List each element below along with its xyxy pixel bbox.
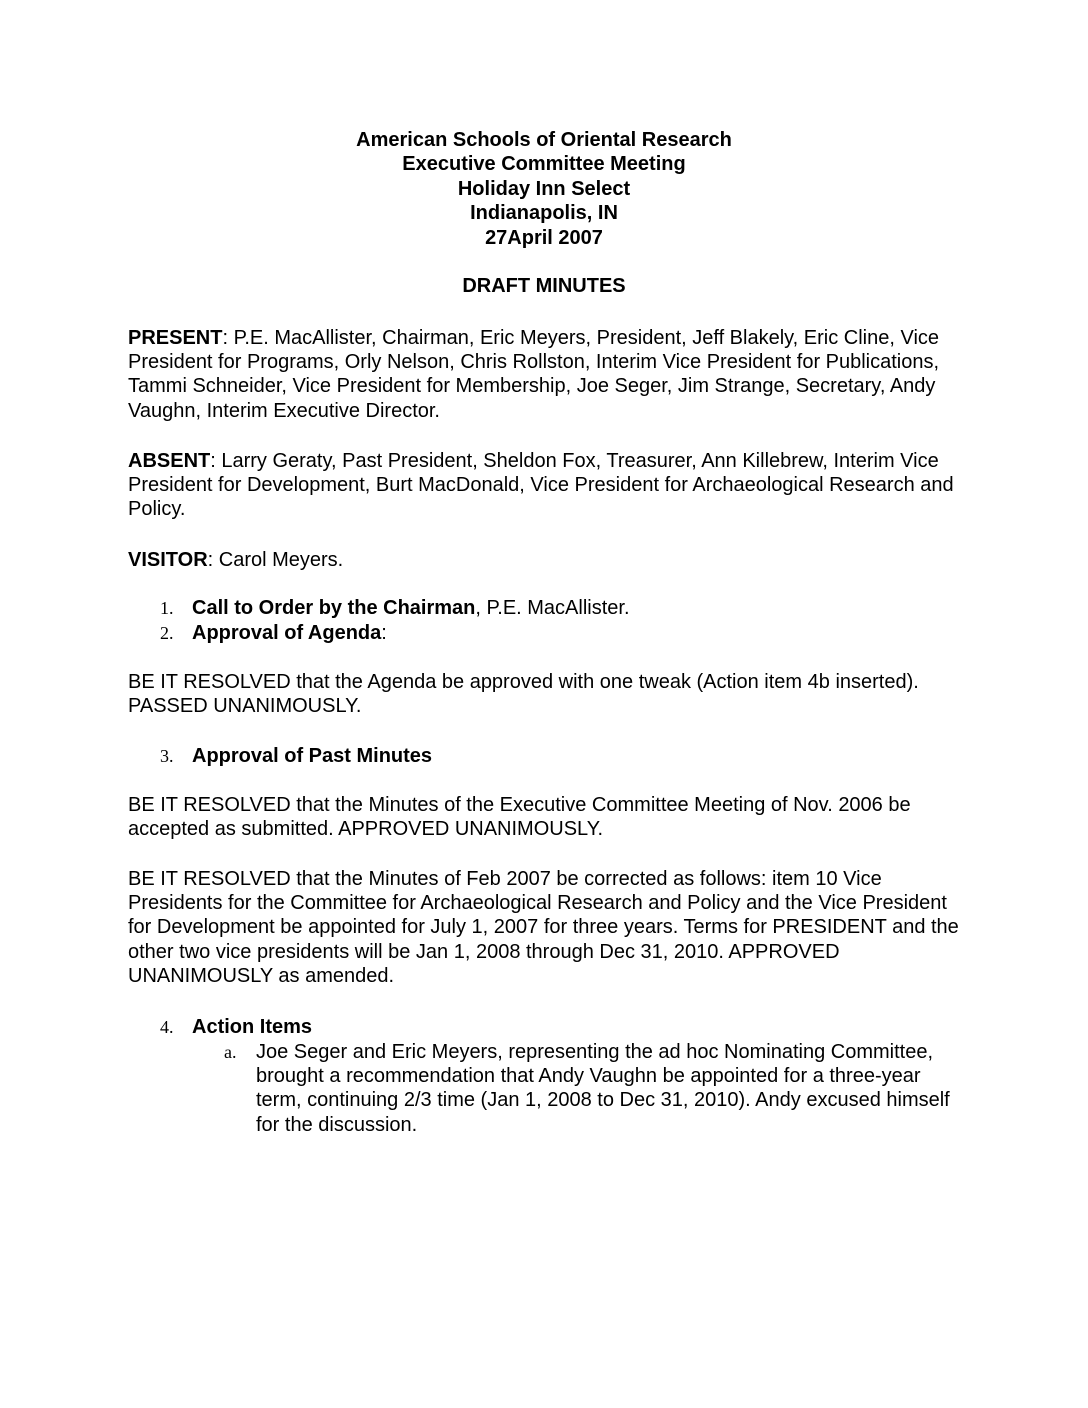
item-number: 3.: [160, 746, 174, 766]
document-title: DRAFT MINUTES: [462, 275, 626, 297]
meeting-date: 27April 2007: [485, 226, 603, 249]
absent-paragraph: [128, 449, 963, 522]
agenda-item-1: [160, 596, 630, 620]
visitor-text: : Carol Meyers.: [207, 549, 344, 571]
action-item-text: Joe Seger and Eric Meyers, representing the ad hoc Nominating Committee, brought a recommendation that Andy Vaughn be appointed for a three-year term, continuing 2/3 time (Jan 1, 2008 to Dec 31, 2010). Andy excused himself for the discussion.: [256, 1041, 950, 1136]
present-text: : P.E. MacAllister, Chairman, Eric Meyers, President, Jeff Blakely, Eric Cline, Vice President for Programs, Orly Nelson, Chris Rollston, Interim Vice President for Publications, Tammi Schneider, Vice President for Membership, Joe Seger, Jim Strange, Secretary, Andy Vaughn, Interim Executive Director.: [128, 327, 940, 422]
item-suffix: , P.E. MacAllister.: [475, 597, 630, 619]
action-item-letter: a.: [224, 1042, 237, 1062]
action-item-a: [224, 1040, 964, 1137]
meeting-name: Executive Committee Meeting: [402, 153, 686, 176]
minutes-feb-resolution: BE IT RESOLVED that the Minutes of Feb 2007 be corrected as follows: item 10 Vice Presidents for the Committee for Archaeological Research and Policy and the Vice President for Development be appointed for July 1, 2007 for three years. Terms for PRESIDENT and the other two vice presidents will be Jan 1, 2008 through Dec 31, 2010. APPROVED UNANIMOUSLY as amended.: [128, 868, 959, 987]
item-title: Approval of Past Minutes: [192, 745, 433, 767]
document-header: [0, 128, 1088, 250]
present-label: PRESENT: [128, 327, 223, 349]
item-number: 1.: [160, 598, 174, 618]
item-suffix: :: [381, 622, 387, 644]
item-number: 4.: [160, 1017, 174, 1037]
agenda-resolution: BE IT RESOLVED that the Agenda be approved with one tweak (Action item 4b inserted). PASSED UNANIMOUSLY.: [128, 671, 919, 718]
visitor-paragraph: [128, 548, 963, 572]
agenda-item-2: [160, 621, 387, 645]
item-title: Action Items: [192, 1016, 313, 1038]
item-number: 2.: [160, 623, 174, 643]
minutes-nov-resolution: BE IT RESOLVED that the Minutes of the Executive Committee Meeting of Nov. 2006 be accepted as submitted. APPROVED UNANIMOUSLY.: [128, 794, 911, 841]
meeting-city: Indianapolis, IN: [470, 202, 618, 225]
item-title: Call to Order by the Chairman: [192, 597, 476, 619]
venue-name: Holiday Inn Select: [457, 177, 631, 200]
present-paragraph: [128, 326, 963, 423]
absent-label: ABSENT: [128, 450, 211, 472]
organization-name: American Schools of Oriental Research: [356, 129, 732, 151]
visitor-label: VISITOR: [128, 549, 208, 571]
item-title: Approval of Agenda: [192, 622, 382, 644]
agenda-item-4: [160, 1015, 312, 1039]
agenda-item-3: [160, 744, 432, 768]
absent-text: : Larry Geraty, Past President, Sheldon Fox, Treasurer, Ann Killebrew, Interim Vice President for Development, Burt MacDonald, Vice President for Archaeological Research and Policy.: [128, 450, 954, 521]
